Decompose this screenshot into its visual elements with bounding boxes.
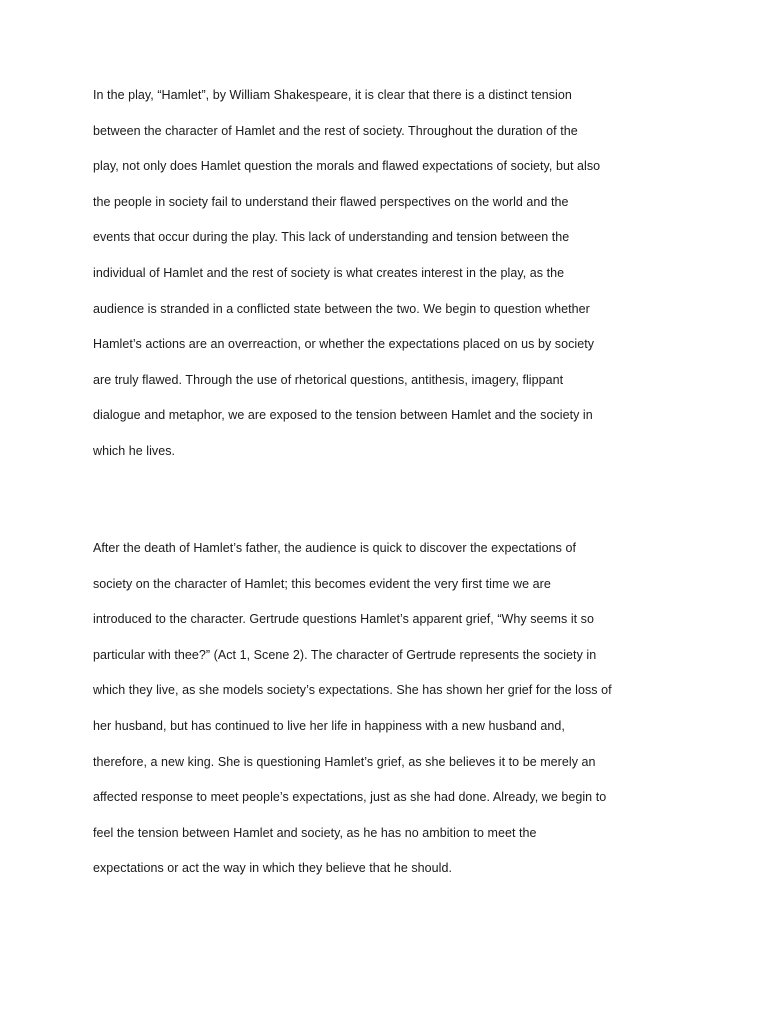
text-line: affected response to meet people’s expectations, just as she had done. Already, we begin to	[93, 790, 607, 805]
text-line: introduced to the character. Gertrude questions Hamlet’s apparent grief, “Why seems it so	[93, 612, 594, 627]
text-line: between the character of Hamlet and the rest of society. Throughout the duration of the	[93, 123, 578, 138]
text-line: therefore, a new king. She is questioning Hamlet’s grief, as she believes it to be merely an	[93, 754, 596, 769]
text-line: In the play, “Hamlet”, by William Shakespeare, it is clear that there is a distinct tension	[93, 88, 572, 102]
text-line: feel the tension between Hamlet and society, as he has no ambition to meet the	[93, 825, 537, 840]
text-line: society on the character of Hamlet; this becomes evident the very first time we are	[93, 576, 551, 591]
text-line: Hamlet’s actions are an overreaction, or whether the expectations placed on us by society	[93, 337, 595, 352]
text-line: individual of Hamlet and the rest of society is what creates interest in the play, as the	[93, 265, 565, 280]
text-line: her husband, but has continued to live her life in happiness with a new husband and,	[93, 718, 565, 733]
paragraph-introduction	[93, 78, 683, 470]
text-line: dialogue and metaphor, we are exposed to the tension between Hamlet and the society in	[93, 408, 593, 423]
text-line: the people in society fail to understand their flawed perspectives on the world and the	[93, 194, 569, 209]
paragraph-body	[93, 531, 683, 887]
text-line: After the death of Hamlet’s father, the audience is quick to discover the expectations of	[93, 541, 576, 555]
text-line: play, not only does Hamlet question the morals and flawed expectations of society, but also	[93, 159, 601, 174]
text-line: expectations or act the way in which they believe that he should.	[93, 861, 453, 876]
text-line: which he lives.	[93, 443, 176, 458]
text-line: are truly flawed. Through the use of rhetorical questions, antithesis, imagery, flippant	[93, 372, 564, 387]
text-line: events that occur during the play. This lack of understanding and tension between the	[93, 230, 570, 245]
text-line: audience is stranded in a conflicted state between the two. We begin to question whether	[93, 301, 590, 316]
text-line: which they live, as she models society’s expectations. She has shown her grief for the loss of	[93, 683, 612, 698]
text-line: particular with thee?” (Act 1, Scene 2). The character of Gertrude represents the society in	[93, 647, 597, 662]
